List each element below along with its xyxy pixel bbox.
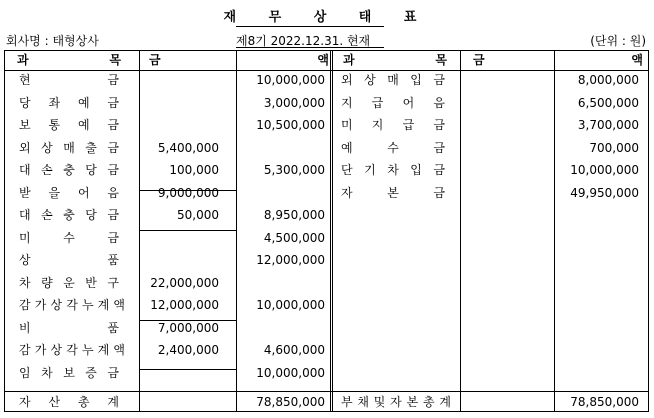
asset-detail-amount bbox=[143, 250, 219, 270]
asset-detail-amount bbox=[143, 70, 219, 90]
asset-amount bbox=[241, 318, 325, 338]
asset-amount bbox=[241, 273, 325, 293]
asset-detail-amount: 7,000,000 bbox=[157, 320, 219, 335]
header-text: 과 bbox=[343, 53, 355, 67]
asset-amount: 5,300,000 bbox=[263, 163, 325, 177]
asset-detail-amount: 100,000 bbox=[169, 163, 219, 177]
asset-detail-amount: 12,000,000 bbox=[150, 298, 219, 312]
unit-label: (단위 : 원) bbox=[590, 34, 646, 48]
total-assets-amount: 78,850,000 bbox=[256, 395, 325, 409]
asset-account-label: 대 손 충 당 금 bbox=[19, 163, 119, 177]
asset-amount: 10,000,000 bbox=[256, 298, 325, 312]
asset-amount: 3,000,000 bbox=[263, 95, 325, 110]
asset-account-label: 감 가 상 각 누 계 액 bbox=[19, 343, 125, 357]
period-underline bbox=[236, 47, 384, 48]
balance-sheet-table bbox=[4, 50, 649, 412]
asset-amount bbox=[241, 138, 325, 158]
col-divider bbox=[460, 51, 461, 411]
center-divider bbox=[330, 51, 333, 411]
asset-detail-amount bbox=[143, 115, 219, 135]
total-liabilities-equity-label: 부 채 및 자 본 총 계 bbox=[341, 395, 451, 409]
asset-detail-amount: 5,400,000 bbox=[157, 140, 219, 155]
header-text: 액 bbox=[317, 53, 329, 67]
asset-account-label: 현 금 bbox=[19, 73, 119, 87]
asset-detail-amount bbox=[143, 363, 219, 383]
liability-account-label: 단 기 차 입 금 bbox=[341, 163, 445, 177]
asset-account-label: 감 가 상 각 누 계 액 bbox=[19, 298, 125, 312]
asset-account-label: 임 차 보 증 금 bbox=[19, 365, 119, 380]
asset-amount bbox=[241, 183, 325, 203]
title-underline bbox=[236, 26, 384, 27]
header-amount-right bbox=[473, 50, 643, 70]
asset-account-label: 당 좌 예 금 bbox=[19, 95, 119, 110]
asset-account-label: 상 품 bbox=[19, 253, 119, 267]
asset-detail-amount bbox=[143, 93, 219, 113]
liability-amount: 700,000 bbox=[589, 140, 639, 155]
header-text: 액 bbox=[631, 53, 643, 67]
asset-account-label: 차 량 운 반 구 bbox=[19, 275, 119, 290]
liability-account-label: 지 급 어 음 bbox=[341, 95, 445, 110]
asset-account-label: 외 상 매 출 금 bbox=[19, 140, 119, 155]
company-name: 회사명 : 태형상사 bbox=[6, 34, 99, 48]
asset-amount: 8,950,000 bbox=[263, 208, 325, 222]
asset-amount: 12,000,000 bbox=[256, 253, 325, 267]
header-text: 목 bbox=[109, 53, 121, 67]
header-account-left bbox=[17, 50, 121, 70]
liability-amount: 10,000,000 bbox=[570, 163, 639, 177]
liability-amount: 49,950,000 bbox=[570, 185, 639, 200]
asset-amount: 4,500,000 bbox=[263, 230, 325, 245]
liability-account-label: 예 수 금 bbox=[341, 140, 445, 155]
liability-amount: 3,700,000 bbox=[577, 118, 639, 132]
liability-account-label: 자 본 금 bbox=[341, 185, 445, 200]
liability-account-label: 외 상 매 입 금 bbox=[341, 73, 445, 87]
header-text: 목 bbox=[435, 53, 447, 67]
asset-detail-amount: 2,400,000 bbox=[157, 343, 219, 357]
asset-amount: 4,600,000 bbox=[263, 343, 325, 357]
asset-detail-amount: 50,000 bbox=[177, 208, 219, 222]
total-liabilities-equity-amount: 78,850,000 bbox=[570, 395, 639, 409]
statement-title: 재 무 상 태 표 bbox=[223, 10, 431, 25]
liability-amount: 6,500,000 bbox=[577, 95, 639, 110]
total-assets-label: 자 산 총 계 bbox=[19, 395, 119, 409]
asset-detail-amount: 22,000,000 bbox=[150, 275, 219, 290]
asset-amount: 10,500,000 bbox=[256, 118, 325, 132]
asset-account-label: 보 통 예 금 bbox=[19, 118, 119, 132]
asset-detail-amount bbox=[143, 228, 219, 248]
asset-account-label: 대 손 충 당 금 bbox=[19, 208, 119, 222]
period-date: 제8기 2022.12.31. 현재 bbox=[236, 34, 371, 48]
asset-account-label: 비 품 bbox=[19, 320, 119, 335]
asset-account-label: 미 수 금 bbox=[19, 230, 119, 245]
asset-detail-amount: 9,000,000 bbox=[157, 185, 219, 200]
header-text: 금 bbox=[473, 53, 485, 67]
col-divider bbox=[139, 51, 140, 411]
header-amount-left bbox=[149, 50, 329, 70]
asset-amount: 10,000,000 bbox=[256, 73, 325, 87]
header-account-right bbox=[343, 50, 447, 70]
asset-amount: 10,000,000 bbox=[256, 365, 325, 380]
col-divider bbox=[236, 51, 237, 411]
liability-account-label: 미 지 급 금 bbox=[341, 118, 445, 132]
header-text: 금 bbox=[149, 53, 161, 67]
col-divider bbox=[554, 51, 555, 411]
asset-account-label: 받 을 어 음 bbox=[19, 185, 119, 200]
header-text: 과 bbox=[17, 53, 29, 67]
liability-amount: 8,000,000 bbox=[577, 73, 639, 87]
